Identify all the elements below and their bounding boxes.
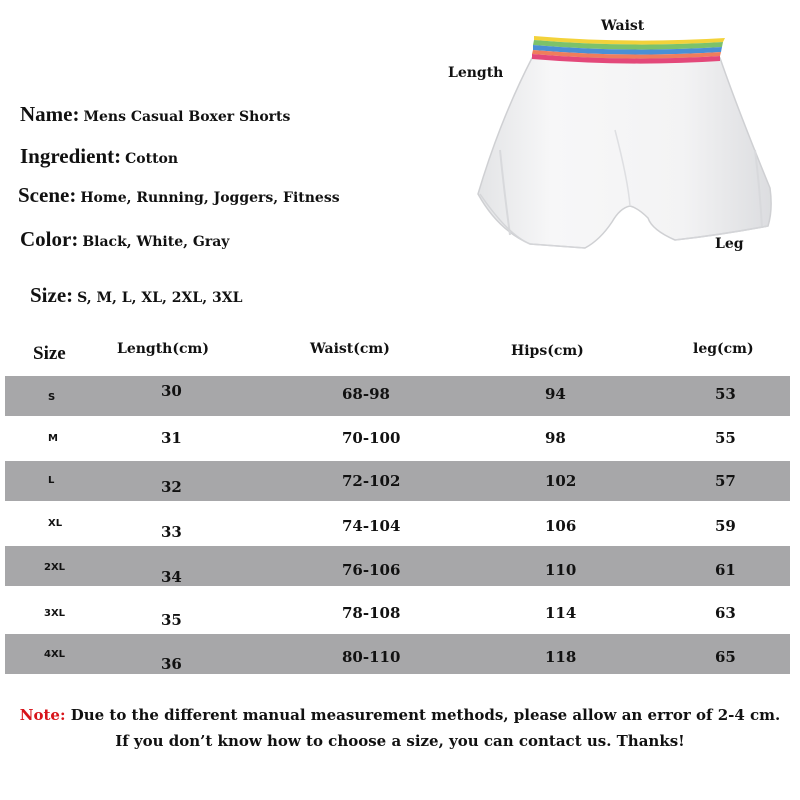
note-text-1: Due to the different manual measurement methods, please allow an error of 2-4 cm. (70, 706, 781, 724)
color-key: Color: (20, 227, 79, 251)
cell-size: M (48, 433, 58, 444)
color-line (20, 227, 229, 252)
cell-size: XL (48, 518, 63, 529)
waistband-stripes (532, 36, 725, 64)
cell-hips: 102 (545, 472, 577, 490)
size-line (30, 283, 242, 308)
cell-hips: 118 (545, 648, 577, 666)
table-row (5, 505, 790, 545)
name-value: Mens Casual Boxer Shorts (83, 109, 291, 125)
cell-length: 36 (161, 655, 182, 673)
header-length: Length(cm) (117, 341, 209, 357)
note-text-2: If you don’t know how to choose a size, you can contact us. Thanks! (115, 732, 685, 750)
length-label: Length (448, 65, 504, 81)
cell-leg: 63 (715, 604, 736, 622)
cell-leg: 61 (715, 561, 736, 579)
cell-length: 34 (161, 568, 182, 586)
cell-length: 33 (161, 523, 182, 541)
cell-size: 4XL (44, 649, 66, 660)
size-value: S, M, L, XL, 2XL, 3XL (77, 290, 243, 306)
table-header (0, 338, 800, 374)
cell-size: 3XL (44, 608, 66, 619)
note-line-1 (0, 706, 800, 724)
cell-size: S (48, 392, 56, 403)
ingredient-value: Cotton (125, 151, 179, 167)
header-waist: Waist(cm) (310, 341, 390, 357)
cell-leg: 55 (715, 429, 736, 447)
cell-hips: 114 (545, 604, 577, 622)
cell-length: 30 (161, 382, 182, 400)
note-key: Note: (19, 706, 66, 724)
cell-length: 35 (161, 611, 182, 629)
table-row (5, 420, 790, 460)
cell-waist: 74-104 (342, 517, 401, 535)
cell-waist: 70-100 (342, 429, 401, 447)
cell-waist: 78-108 (342, 604, 401, 622)
header-size: Size (33, 343, 66, 364)
color-value: Black, White, Gray (82, 234, 230, 250)
table-row (5, 591, 790, 631)
ingredient-key: Ingredient: (20, 144, 122, 168)
leg-label: Leg (715, 236, 744, 252)
table-row (5, 546, 790, 586)
cell-waist: 80-110 (342, 648, 401, 666)
table-row (5, 634, 790, 674)
note-line-2 (0, 732, 800, 750)
ingredient-line (20, 144, 178, 169)
cell-hips: 110 (545, 561, 577, 579)
cell-leg: 57 (715, 472, 736, 490)
table-row (5, 376, 790, 416)
cell-waist: 68-98 (342, 385, 390, 403)
product-name-line (20, 102, 290, 127)
cell-waist: 76-106 (342, 561, 401, 579)
shorts-body (478, 58, 771, 248)
cell-leg: 59 (715, 517, 736, 535)
waist-label: Waist (601, 18, 645, 34)
cell-hips: 106 (545, 517, 577, 535)
header-hips: Hips(cm) (511, 343, 584, 359)
cell-length: 32 (161, 478, 182, 496)
table-row (5, 461, 790, 501)
cell-length: 31 (161, 429, 182, 447)
cell-hips: 98 (545, 429, 566, 447)
cell-leg: 65 (715, 648, 736, 666)
scene-line (18, 183, 340, 208)
cell-waist: 72-102 (342, 472, 401, 490)
cell-size: 2XL (44, 562, 66, 573)
header-leg: leg(cm) (693, 341, 754, 357)
cell-size: L (48, 475, 55, 486)
scene-key: Scene: (18, 183, 77, 207)
cell-leg: 53 (715, 385, 736, 403)
cell-hips: 94 (545, 385, 566, 403)
shorts-diagram (470, 30, 800, 260)
name-key: Name: (20, 102, 80, 126)
size-key: Size: (30, 283, 74, 307)
scene-value: Home, Running, Joggers, Fitness (80, 190, 340, 206)
